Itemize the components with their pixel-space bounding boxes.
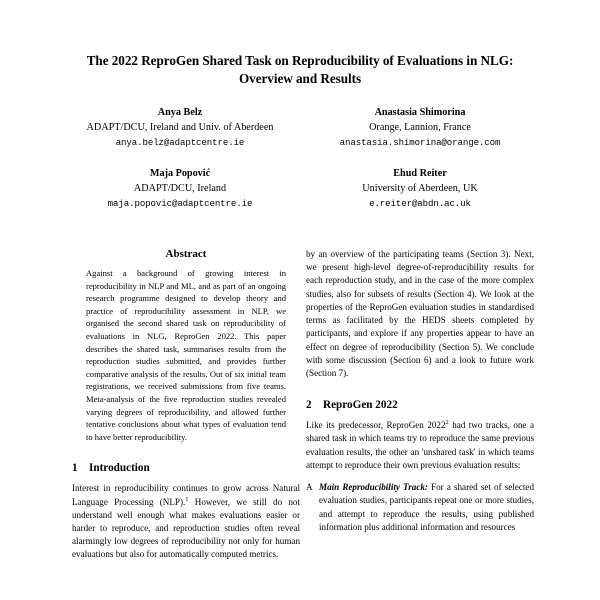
section-title: Introduction <box>89 462 150 475</box>
reprogen-text-part-2: had two tracks, one a shared task in which teams try to reproduce the same previous evaluation results, the other an 'unshared task' in which teams attempt to reproduce their own previous evaluation results: <box>306 420 534 470</box>
abstract-heading: Abstract <box>165 248 207 260</box>
author-affiliation: ADAPT/DCU, Ireland <box>133 182 227 194</box>
section-number: 2 <box>306 399 312 412</box>
author-email[interactable]: anastasia.shimorina@orange.com <box>339 137 501 149</box>
author-entry <box>60 167 300 210</box>
right-column <box>306 248 534 562</box>
reprogen-text-part-1: Like its predecessor, ReproGen 2022 <box>306 420 446 431</box>
title-block <box>0 0 600 88</box>
author-affiliation: Orange, Lannion, France <box>369 121 471 133</box>
introduction-paragraph <box>72 482 300 561</box>
intro-continuation-paragraph: by an overview of the participating teams (Section 3). Next, we present high-level degree-of-reproducibility results for each reproduction study, and in the case of the more complex studies, also for subsets of results (Section 4). We look at the properties of the ReproGen evaluation studies in standardised terms as facilitated by the HEDS sheets completed by participants, and explore if any properties appear to have an effect on degree of reproducibility (Section 5). We conclude with some discussion (Section 6) and a look to future work (Section 7). <box>306 249 534 378</box>
author-row <box>60 167 540 210</box>
author-name: Anastasia Shimorina <box>374 107 466 119</box>
section-heading-reprogen <box>306 399 534 411</box>
author-entry <box>300 106 540 149</box>
author-affiliation: ADAPT/DCU, Ireland and Univ. of Aberdeen <box>86 121 274 133</box>
section-number: 1 <box>72 462 78 475</box>
track-body <box>319 481 534 534</box>
section-title: ReproGen 2022 <box>323 399 398 412</box>
reprogen-paragraph <box>306 419 534 472</box>
track-list <box>306 481 534 534</box>
section-heading-introduction <box>72 462 300 474</box>
body-columns <box>0 248 600 562</box>
author-row <box>60 106 540 149</box>
track-description: For a shared set of selected evaluation studies, participants repeat one or more studies, and attempt to reproduce the results, using published information plus additional information and resources <box>319 482 534 532</box>
track-title: Main Reproducibility Track: <box>319 482 428 493</box>
author-block <box>0 106 600 210</box>
author-email[interactable]: e.reiter@abdn.ac.uk <box>369 198 471 210</box>
page-title: The 2022 ReproGen Shared Task on Reproducibility of Evaluations in NLG: Overview and Results <box>86 53 514 87</box>
author-affiliation: University of Aberdeen, UK <box>362 182 478 194</box>
intro-text-part-2: However, we still do not understand well enough what makes evaluations easier or harder to reproduce, and reproduction studies often reveal alarmingly low degrees of reproducibility not only for human evaluations but also for automatically computed metrics. <box>72 496 301 560</box>
footnote-marker-1[interactable]: 1 <box>185 495 189 503</box>
left-column <box>72 248 300 562</box>
author-name: Maja Popović <box>149 168 211 180</box>
abstract-text: Against a background of growing interest in reproducibility in NLP and ML, and as part of an ongoing research programme designed to develop theory and practice of reproducibility assessment in NLP, we organised the second shared task on reproducibility of evaluations in NLG, ReproGen 2022. This paper describes the shared task, summarises results from the reproduction studies submitted, and provides further comparative analysis of the results. Out of six initial team registrations, we received submissions from five teams. Meta-analysis of the five reproduction studies revealed varying degrees of reproducibility, and allowed further tentative conclusions about what types of evaluation tend to have better reproducibility. <box>86 268 286 442</box>
track-label: A <box>306 482 313 493</box>
author-email[interactable]: maja.popovic@adaptcentre.ie <box>107 198 253 210</box>
author-email[interactable]: anya.belz@adaptcentre.ie <box>115 137 245 149</box>
author-entry <box>300 167 540 210</box>
intro-text-part-1: Interest in reproducibility continues to grow across Natural Language Processing (NLP). <box>72 483 300 507</box>
author-entry <box>60 106 300 149</box>
footnote-marker-2[interactable]: 2 <box>445 419 449 427</box>
abstract-section <box>72 248 300 443</box>
list-item <box>306 481 534 534</box>
author-name: Anya Belz <box>157 107 203 119</box>
author-name: Ehud Reiter <box>393 168 447 180</box>
